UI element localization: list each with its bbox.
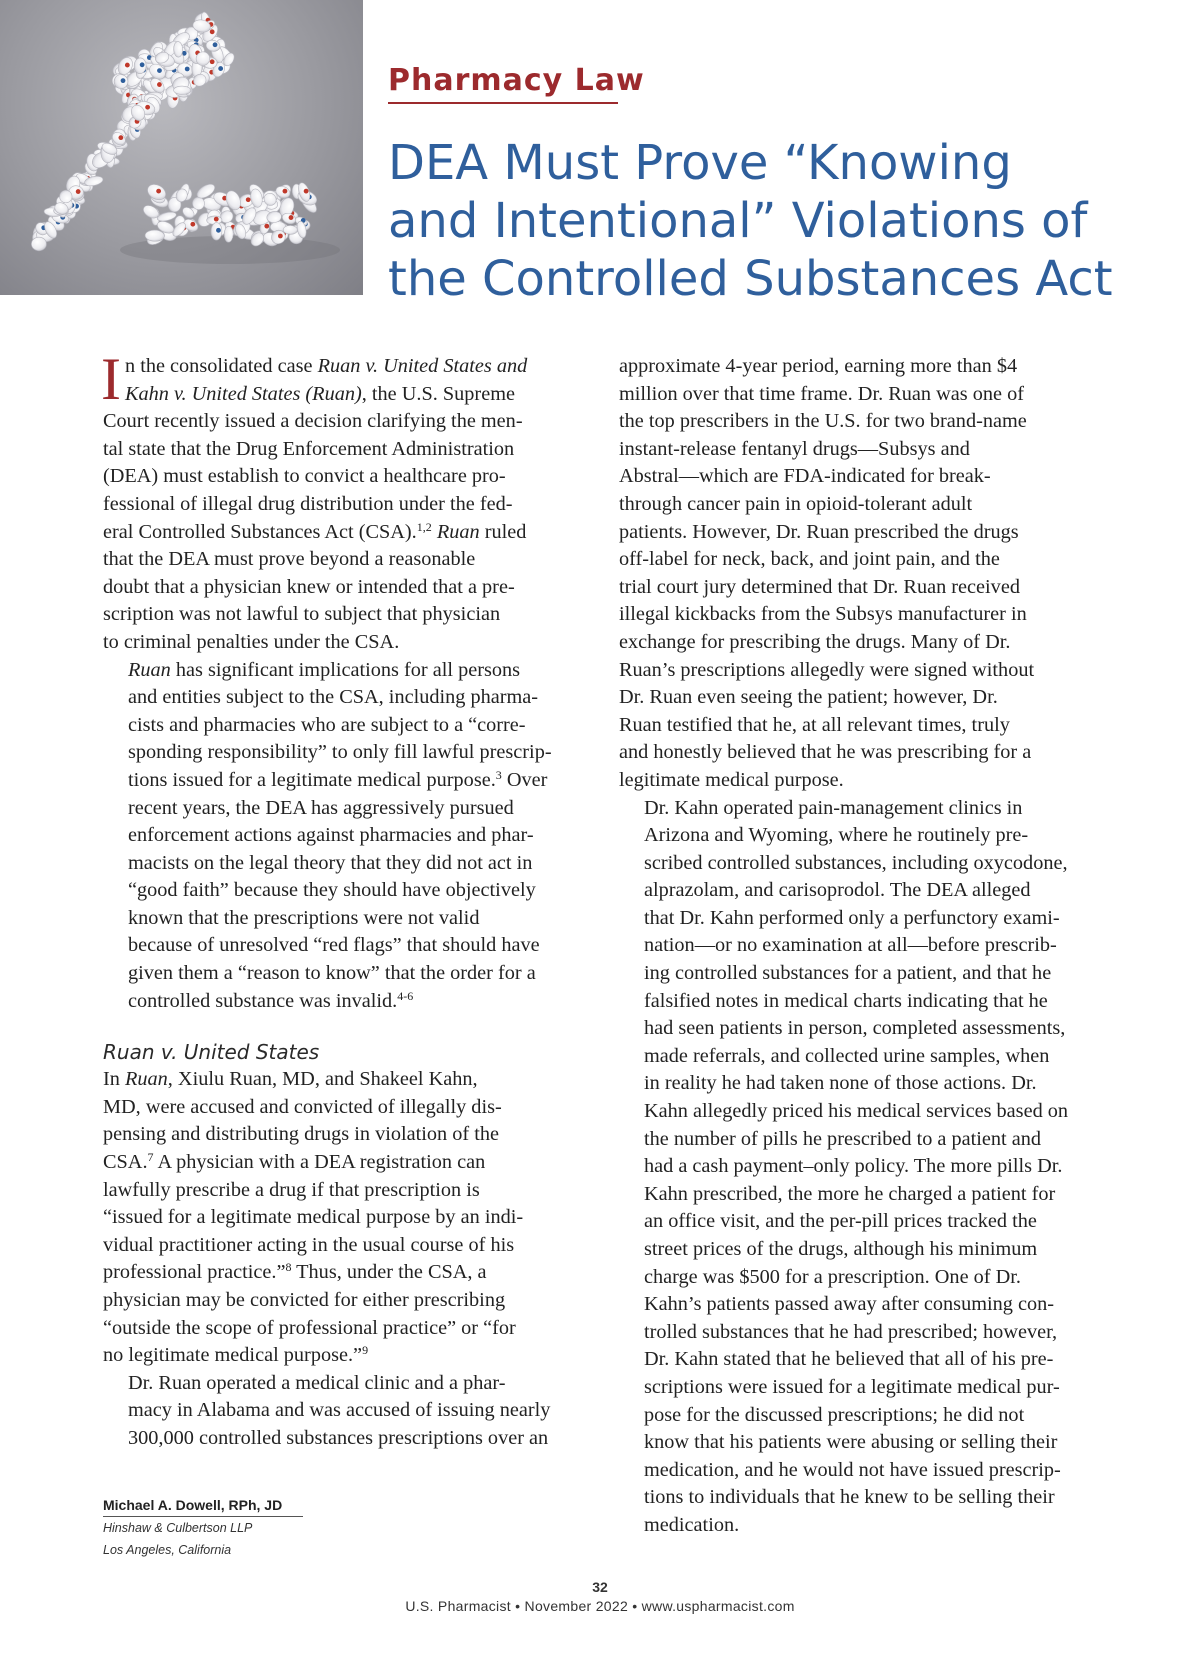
capsule-accent <box>278 234 283 239</box>
text-run: professional practice.” <box>103 1261 286 1284</box>
text-run: Ruan testified that he, at all relevant times, truly <box>619 713 1010 736</box>
capsule-accent <box>140 62 145 67</box>
capsule-accent <box>218 66 223 71</box>
footnote-ref: 1,2 <box>416 519 432 534</box>
text-run: cists and pharmacies who are subject to a “corre- <box>128 713 526 736</box>
text-run: recent years, the DEA has aggressively pursued <box>128 796 514 819</box>
paragraph-intro <box>101 346 583 657</box>
article-column-left <box>101 346 583 1453</box>
text-line <box>619 712 1099 740</box>
text-run: In <box>103 1068 125 1091</box>
italic-text: Ruan <box>436 520 480 543</box>
text-run: no legitimate medical purpose.” <box>103 1344 363 1367</box>
text-line <box>644 1070 1099 1098</box>
text-run: controlled substance was invalid. <box>128 989 398 1012</box>
text-run: the top prescribers in the U.S. for two brand-name <box>619 410 1027 433</box>
text-run: Abstral—which are FDA-indicated for break- <box>619 465 991 488</box>
text-line <box>128 684 583 712</box>
text-line <box>103 381 583 409</box>
capsule-accent <box>118 135 123 140</box>
text-line <box>128 795 583 823</box>
text-line <box>619 739 1099 767</box>
text-run: that Dr. Kahn performed only a perfunctory exami- <box>644 906 1060 929</box>
text-line <box>103 353 583 381</box>
italic-text: Ruan <box>124 1068 168 1091</box>
text-line <box>619 546 1099 574</box>
capsule-accent <box>214 217 219 222</box>
headline-line: DEA Must Prove “Knowing <box>388 135 1012 191</box>
text-line <box>619 381 1099 409</box>
text-run: had a cash payment–only policy. The more pills Dr. <box>644 1155 1063 1178</box>
text-run: instant-release fentanyl drugs—Subsys and <box>619 437 970 460</box>
text-line <box>644 932 1099 960</box>
capsule-accent <box>76 189 81 194</box>
text-line <box>128 932 583 960</box>
text-line <box>644 1291 1099 1319</box>
text-run: Arizona and Wyoming, where he routinely pre- <box>644 824 1029 847</box>
text-run: charge was $500 for a prescription. One of Dr. <box>644 1265 1021 1288</box>
text-run: enforcement actions against pharmacies and phar- <box>128 824 534 847</box>
footnote-ref: 9 <box>362 1343 369 1358</box>
text-line <box>128 850 583 878</box>
text-run: made referrals, and collected urine samples, when <box>644 1044 1050 1067</box>
text-run: and honestly believed that he was prescribing for a <box>619 741 1032 764</box>
text-run: Dr. Ruan operated a medical clinic and a phar- <box>128 1371 506 1394</box>
text-run: know that his patients were abusing or selling their <box>644 1431 1058 1454</box>
capsule-accent <box>216 228 221 233</box>
drop-cap: I <box>101 346 121 412</box>
text-run: scription was not lawful to subject that physician <box>103 603 501 626</box>
text-run: to criminal penalties under the CSA. <box>103 630 400 653</box>
text-run: , the U.S. Supreme <box>361 382 515 405</box>
text-line <box>644 1319 1099 1347</box>
text-run: vidual practitioner acting in the usual course of his <box>103 1233 515 1256</box>
capsule-accent <box>190 222 195 227</box>
text-run: off-label for neck, back, and joint pain, and the <box>619 548 1000 571</box>
text-line <box>644 795 1099 823</box>
text-run: pose for the discussed prescriptions; he did not <box>644 1403 1025 1426</box>
text-run: trolled substances that he had prescribed; however, <box>644 1320 1058 1343</box>
text-line <box>619 684 1099 712</box>
text-line <box>128 1370 583 1398</box>
text-line <box>103 1066 583 1094</box>
pill-shape <box>224 226 234 242</box>
text-run: physician may be convicted for either prescribing <box>103 1289 506 1311</box>
text-line <box>103 436 583 464</box>
text-line <box>128 877 583 905</box>
footnote-ref: 4-6 <box>397 988 414 1003</box>
text-line <box>644 1181 1099 1209</box>
text-run: falsified notes in medical charts indicating that he <box>644 989 1048 1012</box>
text-run: Kahn prescribed, the more he charged a patient for <box>644 1182 1056 1205</box>
text-line <box>103 601 583 629</box>
text-run: Over <box>501 768 548 791</box>
text-run: lawfully prescribe a drug if that prescription is <box>103 1178 480 1201</box>
text-line <box>128 657 583 685</box>
text-run: tions issued for a legitimate medical purpose. <box>128 768 496 791</box>
text-line <box>128 712 583 740</box>
text-line <box>103 1315 583 1343</box>
pill-shape <box>156 210 177 222</box>
text-line <box>619 463 1099 491</box>
capsule-accent <box>289 215 294 220</box>
footnote-ref: 3 <box>495 767 502 782</box>
text-line <box>619 574 1099 602</box>
text-run: medication, and he would not have issued prescrip- <box>644 1458 1061 1481</box>
capsule-accent <box>125 63 130 68</box>
text-run: through cancer pain in opioid-tolerant adult <box>619 492 973 515</box>
text-run: ruled <box>479 520 527 543</box>
text-line <box>644 1043 1099 1071</box>
paragraph-implications <box>103 657 583 1016</box>
text-line <box>644 1512 1099 1540</box>
section-label: Pharmacy Law <box>388 63 645 98</box>
headline-line: the Controlled Substances Act <box>388 251 1113 307</box>
text-run: alprazolam, and carisoprodol. The DEA alleged <box>644 879 1031 902</box>
text-run: , Xiulu Ruan, MD, and Shakeel Kahn, <box>167 1068 478 1091</box>
text-run: scribed controlled substances, including oxycodone, <box>644 851 1068 874</box>
publication-line: U.S. Pharmacist • November 2022 • www.uspharmacist.com <box>405 1598 795 1614</box>
article-headline <box>388 134 1188 308</box>
text-line <box>103 408 583 436</box>
text-run: million over that time frame. Dr. Ruan was one of <box>619 382 1024 405</box>
text-line <box>644 1346 1099 1374</box>
text-line <box>644 905 1099 933</box>
text-line <box>644 1484 1099 1512</box>
text-line <box>644 1126 1099 1154</box>
text-line <box>103 1342 583 1370</box>
text-line <box>103 1121 583 1149</box>
text-run: scriptions were issued for a legitimate medical pur- <box>644 1375 1060 1398</box>
text-run: eral Controlled Substances Act (CSA). <box>103 520 417 543</box>
paragraph-dr-ruan-continued <box>619 353 1099 795</box>
text-run: Kahn’s patients passed away after consuming con- <box>644 1293 1055 1316</box>
text-run: in reality he had taken none of those actions. Dr. <box>644 1072 1037 1095</box>
text-line <box>103 463 583 491</box>
text-line <box>644 1264 1099 1292</box>
text-run: illegal kickbacks from the Subsys manufacturer in <box>619 603 1027 626</box>
text-run: had seen patients in person, completed assessments, <box>644 1017 1066 1040</box>
text-line <box>619 491 1099 519</box>
text-line <box>644 877 1099 905</box>
text-line <box>644 822 1099 850</box>
text-run: MD, were accused and convicted of illegally dis- <box>103 1095 502 1118</box>
text-run: that the DEA must prove beyond a reasonable <box>103 548 476 571</box>
capsule-accent <box>213 42 218 47</box>
text-run: because of unresolved “red flags” that should have <box>128 934 540 957</box>
text-line <box>644 1429 1099 1457</box>
italic-text: Kahn v. United States (Ruan) <box>124 382 362 405</box>
text-line <box>644 1153 1099 1181</box>
author-location: Los Angeles, California <box>103 1543 232 1557</box>
article-column-right <box>619 353 1099 1540</box>
capsule-accent <box>304 189 309 194</box>
text-run: pensing and distributing drugs in violation of the <box>103 1123 500 1146</box>
capsule-accent <box>157 68 162 73</box>
text-run: 300,000 controlled substances prescriptions over an <box>128 1426 549 1449</box>
text-line <box>103 546 583 574</box>
footnote-ref: 8 <box>285 1260 292 1275</box>
text-run: fessional of illegal drug distribution under the fed- <box>103 492 513 515</box>
text-line <box>128 960 583 988</box>
text-run: patients. However, Dr. Ruan prescribed the drugs <box>619 520 1019 543</box>
pill-shape <box>174 86 191 95</box>
text-run: “good faith” because they should have objectively <box>128 879 536 902</box>
text-line <box>128 1425 583 1453</box>
text-line <box>103 574 583 602</box>
text-line <box>619 436 1099 464</box>
text-line <box>644 1015 1099 1043</box>
capsule-accent <box>156 189 161 194</box>
text-run: an office visit, and the per-pill prices tracked the <box>644 1210 1037 1233</box>
section-underline <box>388 102 618 104</box>
text-line <box>619 353 1099 381</box>
text-line <box>644 1236 1099 1264</box>
text-run: CSA. <box>103 1151 148 1174</box>
text-run: Thus, under the CSA, a <box>291 1261 487 1284</box>
author-firm: Hinshaw & Culbertson LLP <box>103 1521 253 1535</box>
text-run: Kahn allegedly priced his medical services based on <box>644 1100 1069 1123</box>
author-name: Michael A. Dowell, RPh, JD <box>103 1495 303 1517</box>
text-run: legitimate medical purpose. <box>619 768 844 791</box>
capsule-accent <box>157 82 162 87</box>
headline-line: and Intentional” Violations of <box>388 193 1088 249</box>
capsule-accent <box>121 78 126 83</box>
text-run: macy in Alabama and was accused of issuing nearly <box>128 1399 551 1422</box>
text-run: trial court jury determined that Dr. Ruan received <box>619 575 1020 598</box>
text-run: ing controlled substances for a patient, and that he <box>644 962 1052 985</box>
text-line <box>103 1204 583 1232</box>
text-line <box>103 1177 583 1205</box>
text-run: n the consolidated case <box>124 355 318 377</box>
text-line <box>103 1259 583 1287</box>
text-run: nation—or no examination at all—before prescrib- <box>644 934 1057 957</box>
text-line <box>644 988 1099 1016</box>
text-line <box>619 408 1099 436</box>
subheading-ruan-v-united-states: Ruan v. United States <box>103 1040 320 1065</box>
capsule-accent <box>210 59 215 64</box>
text-line <box>619 601 1099 629</box>
footnote-ref: 7 <box>147 1150 154 1165</box>
text-run: Dr. Kahn operated pain-management clinics in <box>644 796 1023 819</box>
text-line <box>644 1457 1099 1485</box>
hero-image-gavel-of-pills <box>0 0 363 295</box>
text-run: tions to individuals that he knew to be selling their <box>644 1486 1055 1509</box>
capsule-accent <box>145 105 150 110</box>
text-line <box>128 822 583 850</box>
paragraph-dr-ruan <box>103 1370 583 1453</box>
text-line <box>103 1232 583 1260</box>
text-run: and entities subject to the CSA, including pharma- <box>128 686 539 709</box>
text-line <box>128 905 583 933</box>
text-run: tal state that the Drug Enforcement Administration <box>103 437 515 460</box>
text-run: “outside the scope of professional practice” or “for <box>103 1316 516 1339</box>
text-line <box>103 1287 583 1315</box>
pill-shape <box>31 237 46 251</box>
capsule-accent <box>264 224 269 229</box>
text-run: Ruan’s prescriptions allegedly were signed without <box>619 658 1035 681</box>
italic-text: Ruan <box>128 658 171 681</box>
capsule-accent <box>185 67 190 72</box>
capsule-accent <box>246 197 251 202</box>
gavel-of-pills-illustration <box>0 0 363 295</box>
text-run: doubt that a physician knew or intended that a pre- <box>103 575 515 598</box>
text-run: medication. <box>644 1513 740 1536</box>
text-line <box>619 629 1099 657</box>
text-line <box>644 1374 1099 1402</box>
paragraph-case-background <box>103 1066 583 1370</box>
text-run: known that the prescriptions were not valid <box>128 906 480 929</box>
author-byline <box>103 1495 303 1561</box>
text-run: macists on the legal theory that they did not act in <box>128 851 533 874</box>
pill-shape <box>173 41 183 57</box>
text-run: approximate 4-year period, earning more than $4 <box>619 355 1018 377</box>
text-run: Court recently issued a decision clarifying the men- <box>103 410 523 433</box>
text-run: Dr. Kahn stated that he believed that all of his pre- <box>644 1348 1054 1371</box>
text-line <box>619 657 1099 685</box>
text-run: street prices of the drugs, although his minimum <box>644 1238 1038 1260</box>
text-run: exchange for prescribing the drugs. Many of Dr. <box>619 630 1011 653</box>
text-run: the number of pills he prescribed to a patient and <box>644 1127 1042 1150</box>
capsule-accent <box>210 29 215 34</box>
page-footer <box>0 1578 1200 1616</box>
text-line <box>103 491 583 519</box>
italic-text: Ruan v. United States and <box>317 355 528 377</box>
capsule-accent <box>283 189 288 194</box>
text-line <box>128 1397 583 1425</box>
text-line <box>103 519 583 547</box>
text-run: “issued for a legitimate medical purpose by an indi- <box>103 1206 524 1229</box>
text-line <box>128 988 583 1016</box>
text-line <box>644 850 1099 878</box>
text-run: sponding responsibility” to only fill lawful prescrip- <box>128 741 552 764</box>
text-run: A physician with a DEA registration can <box>153 1151 486 1174</box>
text-line <box>103 1094 583 1122</box>
text-line <box>128 767 583 795</box>
text-run: has significant implications for all persons <box>170 658 521 681</box>
text-line <box>644 1208 1099 1236</box>
text-line <box>128 739 583 767</box>
pill-shape <box>283 225 297 234</box>
text-run: given them a “reason to know” that the order for a <box>128 962 536 985</box>
text-run: (DEA) must establish to convict a healthcare pro- <box>103 465 506 488</box>
text-line <box>619 767 1099 795</box>
text-line <box>644 1098 1099 1126</box>
text-line <box>619 519 1099 547</box>
text-line <box>644 1402 1099 1430</box>
page-number: 32 <box>592 1579 608 1595</box>
text-line <box>103 629 583 657</box>
text-line <box>103 1149 583 1177</box>
text-line <box>644 960 1099 988</box>
text-run: Dr. Ruan even seeing the patient; however, Dr. <box>619 686 998 709</box>
paragraph-dr-kahn <box>619 795 1099 1540</box>
